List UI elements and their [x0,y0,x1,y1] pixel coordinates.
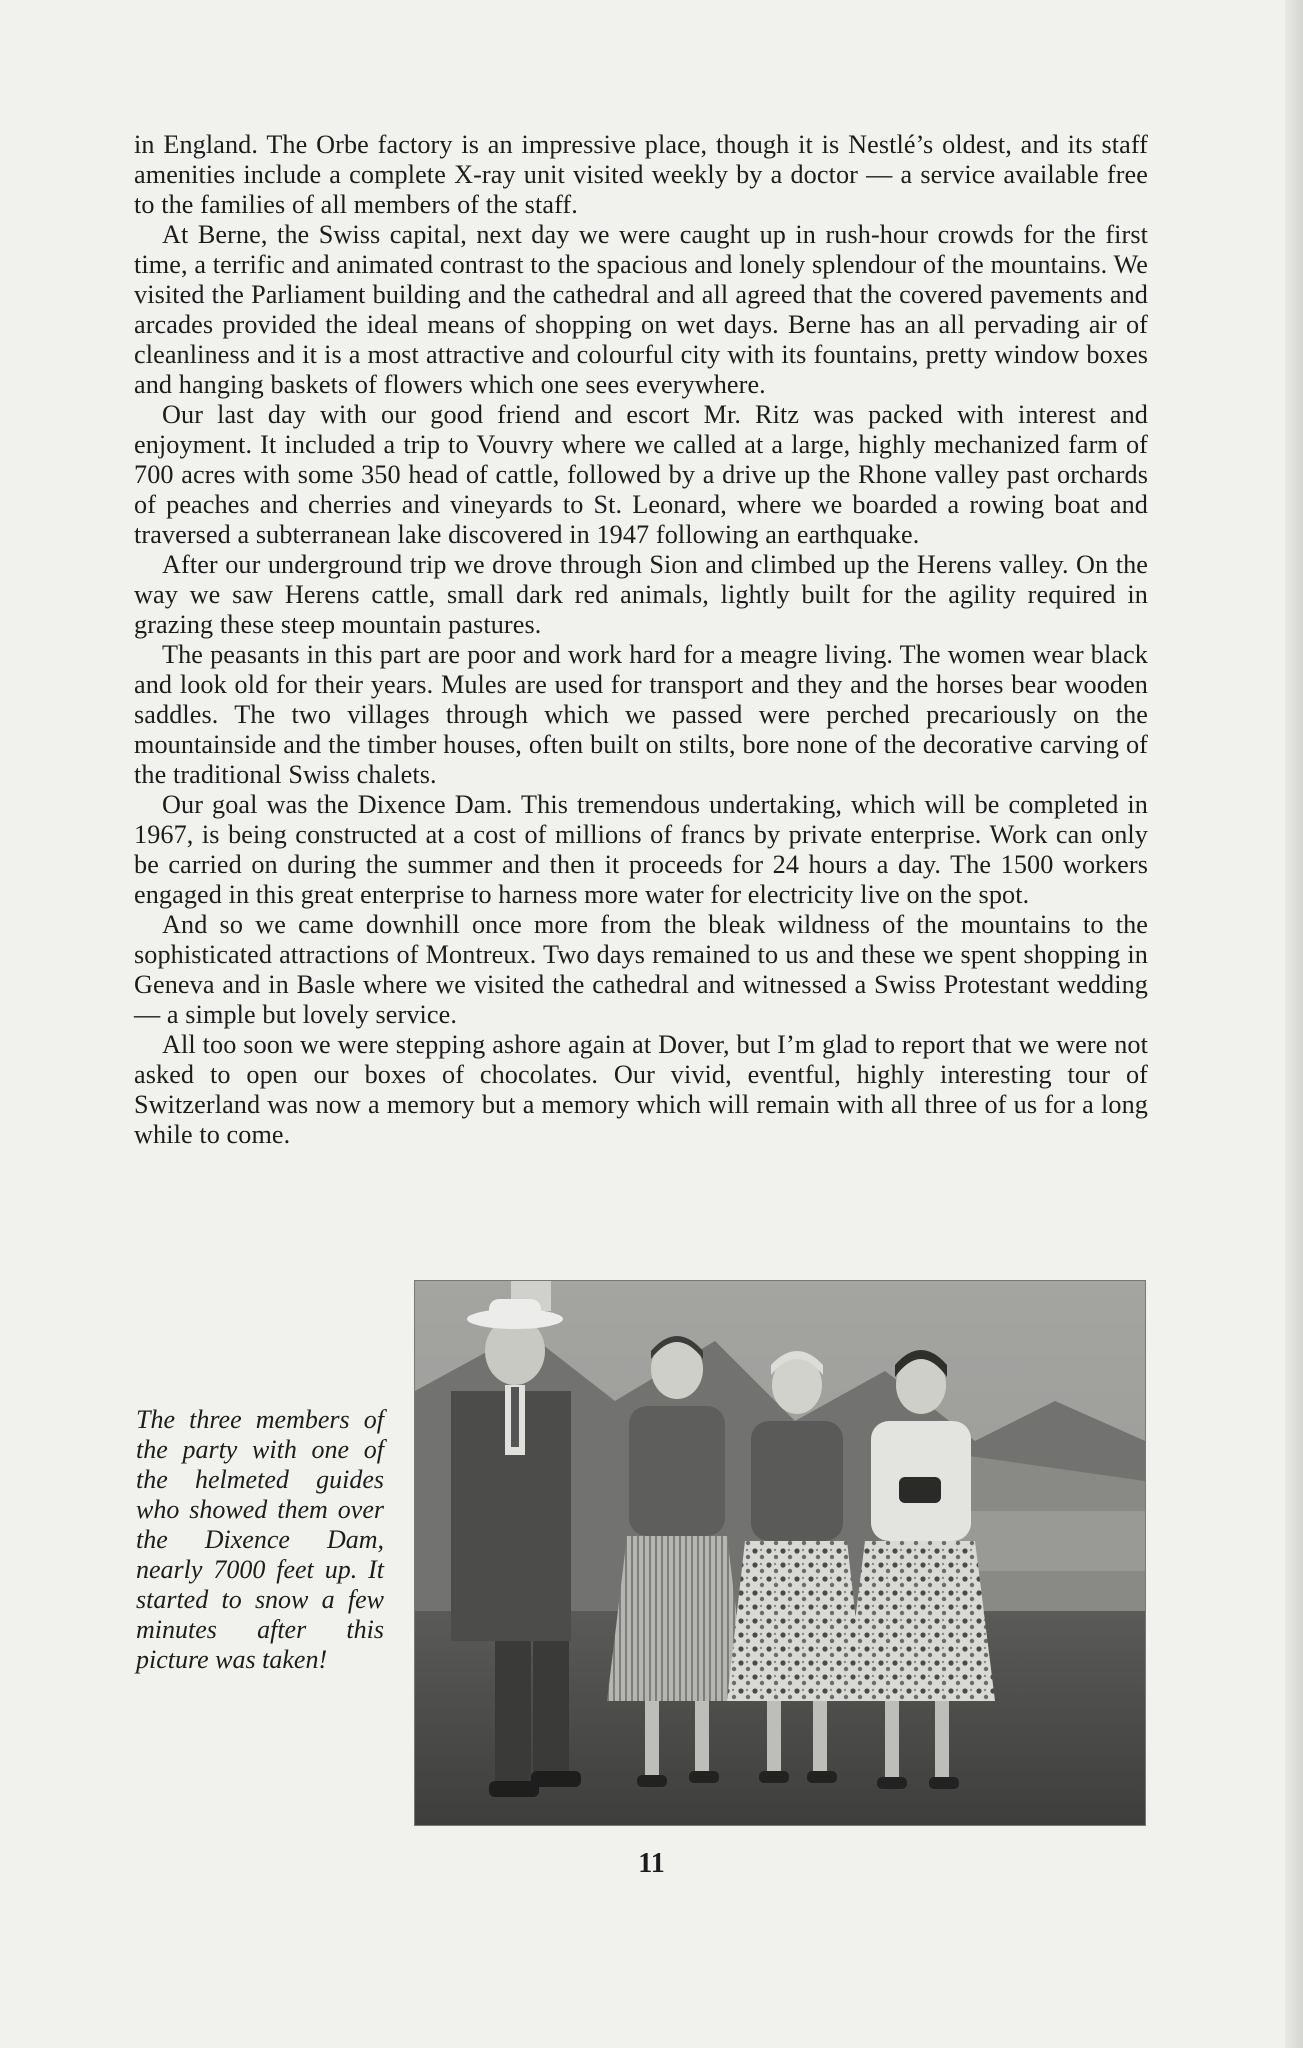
paragraph: Our last day with our good friend and escort Mr. Ritz was packed with interest and enjoyment. It included a trip to Vouvry where we called at a large, highly mechanized farm of 700 acres with some 350 head of cattle, followed by a drive up the Rhone valley past orchards of peaches and cherries and vineyards to St. Leonard, where we boarded a rowing boat and traversed a subterranean lake discovered in 1947 following an earthquake. [134,400,1148,549]
paragraph: At Berne, the Swiss capital, next day we were caught up in rush-hour crowds for the first time, a terrific and animated contrast to the spacious and lonely splendour of the mountains. We visited the Parliament building and the cathedral and all agreed that the covered pavements and arcades provided the ideal means of shopping on wet days. Berne has an all pervading air of cleanliness and it is a most attractive and colourful city with its fountains, pretty window boxes and hanging baskets of flowers which one sees everywhere. [134,220,1148,399]
paragraph: And so we came downhill once more from the bleak wildness of the mountains to the sophisticated attractions of Montreux. Two days remained to us and these we spent shopping in Geneva and in Basle where we visited the cathedral and witnessed a Swiss Protestant wedding — a simple but lovely service. [134,910,1148,1029]
paragraph: All too soon we were stepping ashore again at Dover, but I’m glad to report that we were not asked to open our boxes of chocolates. Our vivid, eventful, highly interesting tour of Switzerland was now a memory but a memory which will remain with all three of us for a long while to come. [134,1030,1148,1149]
paragraph: Our goal was the Dixence Dam. This tremendous undertaking, which will be completed in 1967, is being constructed at a cost of millions of francs by private enterprise. Work can only be carried on during the summer and then it proceeds for 24 hours a day. The 1500 workers engaged in this great enterprise to harness more water for electricity live on the spot. [134,790,1148,909]
group-photo [414,1280,1146,1826]
paragraph: The peasants in this part are poor and work hard for a meagre living. The women wear black and look old for their years. Mules are used for transport and they and the horses bear wooden saddles. The two villages through which we passed were perched precariously on the mountainside and the timber houses, often built on stilts, bore none of the decorative carving of the traditional Swiss chalets. [134,640,1148,789]
article-body [134,130,1148,1150]
paragraph: in England. The Orbe factory is an impressive place, though it is Nestlé’s oldest, and its staff amenities include a complete X-ray unit visited weekly by a doctor — a service available free to the families of all members of the staff. [134,130,1148,219]
photo-caption: The three members of the party with one of the helmeted guides who showed them over the Dixence Dam, nearly 7000 feet up. It started to snow a few minutes after this picture was taken! [136,1405,384,1674]
paragraph: After our underground trip we drove through Sion and climbed up the Herens valley. On the way we saw Herens cattle, small dark red animals, lightly built for the agility required in grazing these steep mountain pastures. [134,550,1148,639]
page-number: 11 [638,1848,665,1879]
page-edge [1285,0,1303,2048]
